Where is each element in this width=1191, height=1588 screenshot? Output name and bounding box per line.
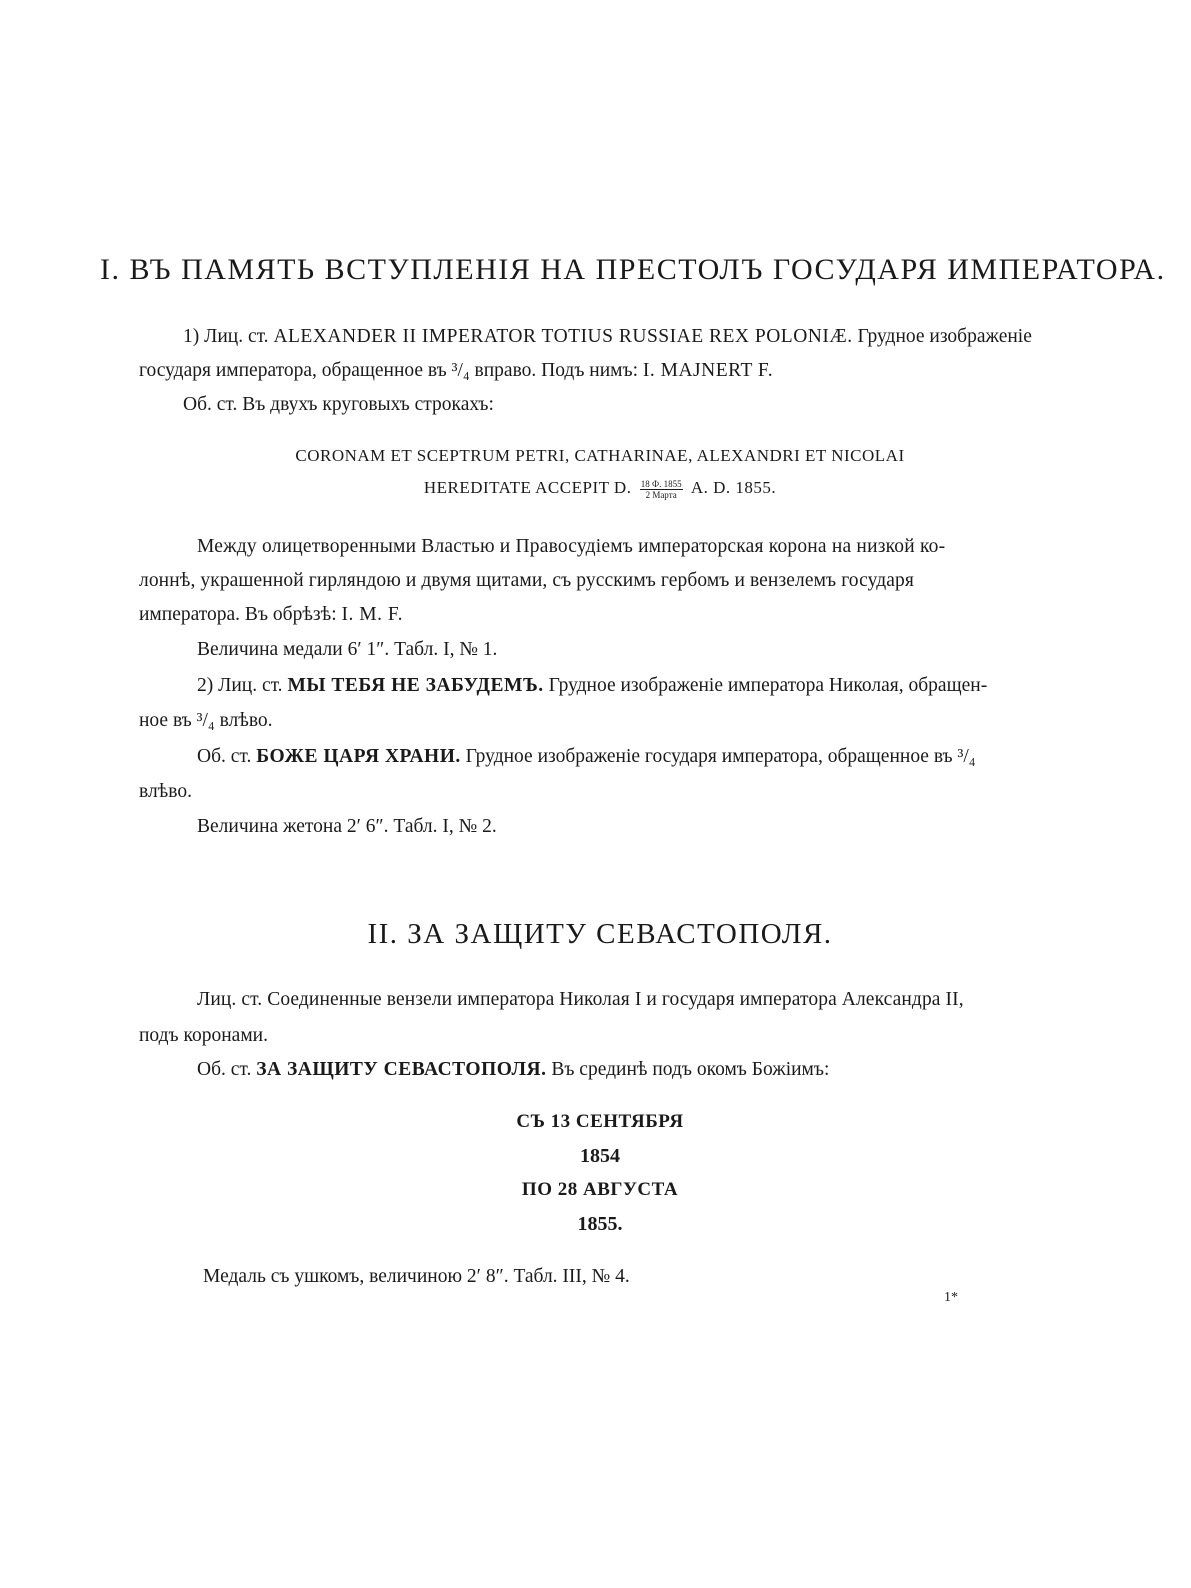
s1-p1-line1-pre: 1) Лиц. ст. xyxy=(183,326,269,347)
s1-p1-line1 xyxy=(183,326,1032,348)
section-2-heading: II. ЗА ЗАЩИТУ СЕВАСТОПОЛЯ. xyxy=(367,918,833,950)
s1-p5-line2-post: влѣво. xyxy=(219,710,273,731)
s2-p1-line2: подъ коронами. xyxy=(139,1025,268,1046)
s1-p6-line1-legend: БОЖЕ ЦАРЯ ХРАНИ. xyxy=(256,746,461,767)
s1-legend-line1: CORONAM ET SCEPTRUM PETRI, CATHARINAE, ALEXANDRI ET NICOLAI xyxy=(295,446,905,465)
s1-p1-line1-post: Грудное изображеніе xyxy=(857,326,1032,347)
s1-legend-date-fraction xyxy=(640,479,683,500)
section-1-heading: I. ВЪ ПАМЯТЬ ВСТУПЛЕНІЯ НА ПРЕСТОЛЪ ГОСУДАРЯ ИМПЕРАТОРА. xyxy=(100,253,1166,286)
s1-legend-frac-den: 2 Марта xyxy=(645,489,677,500)
s1-p5-line1 xyxy=(197,675,987,697)
s1-p3-line3-pre: императора. Въ обрѣзѣ: xyxy=(139,604,337,625)
s1-p3-line3-caps: I. M. F. xyxy=(341,604,403,625)
signature-mark: 1* xyxy=(944,1290,958,1305)
s1-p6-line1-frac: ³/₄ xyxy=(957,746,976,767)
s2-p2-legend: ЗА ЗАЩИТУ СЕВАСТОПОЛЯ. xyxy=(256,1059,547,1080)
s1-p1-line1-legend: ALEXANDER II IMPERATOR TOTIUS RUSSIAE REX POLONIÆ. xyxy=(273,326,853,347)
s1-p5-line2-pre: ное въ xyxy=(139,710,192,731)
s1-p3-line3 xyxy=(139,604,403,626)
s2-center-line3: ПО 28 АВГУСТА xyxy=(521,1179,679,1200)
s1-p5-line1-post: Грудное изображеніе императора Николая, обращен- xyxy=(548,675,988,696)
s2-center-line2: 1854 xyxy=(580,1145,620,1167)
s1-p7: Величина жетона 2′ 6″. Табл. I, № 2. xyxy=(197,816,497,837)
s1-p1-line2-caps: I. MAJNERT F. xyxy=(642,360,774,381)
s1-legend-line2-post: A. D. 1855. xyxy=(690,478,777,497)
s1-p4: Величина медали 6′ 1″. Табл. I, № 1. xyxy=(197,639,498,660)
s1-p1-line2 xyxy=(139,360,773,382)
s1-p6-line1 xyxy=(197,746,976,768)
s2-p1-line1: Лиц. ст. Соединенные вензели императора Николая I и государя императора Александра II, xyxy=(197,989,964,1010)
s1-p5-line2-frac: ³/₄ xyxy=(196,710,215,731)
s1-p1-line2-pre: государя императора, обращенное въ xyxy=(139,360,447,381)
s1-p1-line2-mid: вправо. Подъ нимъ: xyxy=(474,360,639,381)
s2-center-line1: СЪ 13 СЕНТЯБРЯ xyxy=(516,1111,684,1132)
s1-p1-line2-frac: ³/₄ xyxy=(451,360,470,381)
s2-p2-post: Въ срединѣ подъ окомъ Божіимъ: xyxy=(551,1059,830,1080)
s1-p6-line1-pre: Об. ст. xyxy=(197,746,252,767)
s1-legend-frac-num: 18 Ф. 1855 xyxy=(640,478,682,489)
s2-p2 xyxy=(197,1059,829,1081)
s1-p6-line2: влѣво. xyxy=(139,781,192,802)
s1-legend-line2-pre: HEREDITATE ACCEPIT D. xyxy=(423,478,632,497)
s2-p3: Медаль съ ушкомъ, величиною 2′ 8″. Табл. III, № 4. xyxy=(203,1266,630,1287)
s1-legend-line2 xyxy=(100,478,1100,500)
s1-p3-line2: лоннѣ, украшенной гирляндою и двумя щитами, съ русскимъ гербомъ и вензелемъ государя xyxy=(139,570,914,591)
s1-p2: Об. ст. Въ двухъ круговыхъ строкахъ: xyxy=(183,394,494,415)
s2-p2-pre: Об. ст. xyxy=(197,1059,252,1080)
s2-center-line4: 1855. xyxy=(577,1213,623,1235)
s1-p3-line1: Между олицетворенными Властью и Правосудіемъ императорская корона на низкой ко- xyxy=(197,536,946,557)
s1-p6-line1-post: Грудное изображеніе государя императора, обращенное въ xyxy=(465,746,953,767)
s1-p5-line2 xyxy=(139,710,273,732)
s1-p5-line1-pre: 2) Лиц. ст. xyxy=(197,675,283,696)
s1-p5-line1-legend: МЫ ТЕБЯ НЕ ЗАБУДЕМЪ. xyxy=(287,675,544,696)
